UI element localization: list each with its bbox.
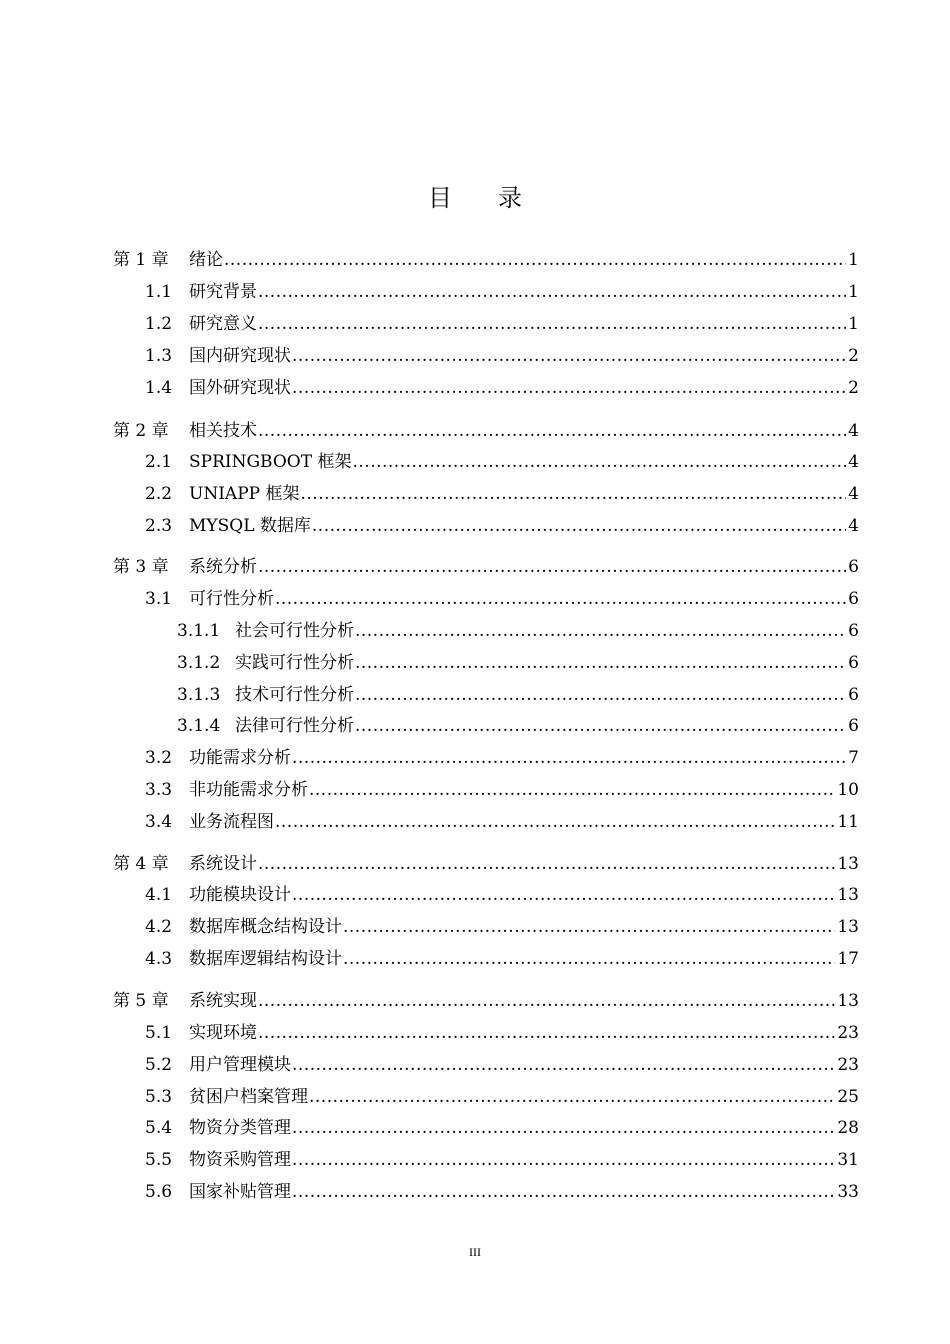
toc-entry-label: 相关技术 — [189, 421, 257, 441]
toc-entry-page: 23 — [837, 1023, 859, 1043]
toc-entry-number: 1.3 — [145, 346, 173, 366]
toc-entry-number: 第 5 章 — [113, 991, 169, 1011]
toc-entry-page: 4 — [848, 421, 859, 441]
toc-entry-page: 4 — [848, 452, 859, 472]
toc-entry-page: 1 — [848, 314, 859, 334]
toc-entry-label: SPRINGBOOT 框架 — [189, 452, 352, 472]
toc-chapter-entry[interactable] — [0, 247, 950, 273]
toc-entry-label: 数据库概念结构设计 — [189, 917, 342, 937]
toc-leader-dots — [343, 914, 835, 940]
toc-section-entry[interactable] — [0, 343, 950, 369]
toc-entry-label: 研究背景 — [189, 282, 257, 302]
toc-entry-label: 实践可行性分析 — [235, 653, 354, 673]
toc-entry-page: 4 — [848, 484, 859, 504]
toc-entry-label: 实现环境 — [189, 1023, 257, 1043]
toc-entry-number: 4.2 — [145, 917, 173, 937]
toc-leader-dots — [309, 777, 835, 803]
toc-entry-page: 6 — [848, 685, 859, 705]
toc-entry-label: 法律可行性分析 — [235, 716, 354, 736]
toc-entry-number: 3.1.4 — [177, 716, 221, 736]
toc-section-entry[interactable] — [0, 449, 950, 475]
toc-entry-label: 系统实现 — [189, 991, 257, 1011]
toc-entry-page: 6 — [848, 716, 859, 736]
toc-section-entry[interactable] — [0, 1084, 950, 1110]
toc-leader-dots — [292, 882, 835, 908]
toc-entry-label: 功能需求分析 — [189, 748, 291, 768]
toc-leader-dots — [258, 988, 835, 1014]
toc-section-entry[interactable] — [0, 809, 950, 835]
toc-section-entry[interactable] — [0, 946, 950, 972]
toc-leader-dots — [292, 1179, 835, 1205]
toc-leader-dots — [224, 247, 846, 273]
toc-entry-page: 7 — [848, 748, 859, 768]
toc-section-entry[interactable] — [0, 777, 950, 803]
toc-entry-page: 6 — [848, 621, 859, 641]
toc-section-entry[interactable] — [0, 914, 950, 940]
toc-entry-page: 13 — [837, 854, 859, 874]
toc-section-entry[interactable] — [0, 1052, 950, 1078]
toc-entry-label: 可行性分析 — [189, 589, 274, 609]
toc-leader-dots — [355, 713, 846, 739]
toc-entry-number: 4.3 — [145, 949, 173, 969]
toc-entry-label: MYSQL 数据库 — [189, 516, 311, 536]
toc-entry-label: 研究意义 — [189, 314, 257, 334]
toc-leader-dots — [258, 1020, 835, 1046]
toc-section-entry[interactable] — [0, 586, 950, 612]
toc-section-entry[interactable] — [0, 745, 950, 771]
toc-entry-page: 11 — [837, 812, 859, 832]
toc-leader-dots — [258, 311, 846, 337]
toc-entry-number: 5.5 — [145, 1150, 173, 1170]
toc-entry-page: 10 — [837, 780, 859, 800]
toc-leader-dots — [292, 1147, 835, 1173]
toc-entry-label: 物资分类管理 — [189, 1118, 291, 1138]
toc-entry-page: 17 — [837, 949, 859, 969]
toc-section-entry[interactable] — [0, 1147, 950, 1173]
toc-section-entry[interactable] — [0, 713, 950, 739]
toc-entry-number: 1.1 — [145, 282, 173, 302]
toc-section-entry[interactable] — [0, 1115, 950, 1141]
toc-entry-page: 25 — [837, 1087, 859, 1107]
toc-entry-number: 1.4 — [145, 378, 173, 398]
toc-leader-dots — [258, 851, 835, 877]
toc-chapter-entry[interactable] — [0, 851, 950, 877]
toc-entry-page: 13 — [837, 885, 859, 905]
toc-entry-number: 3.1 — [145, 589, 173, 609]
toc-entry-page: 2 — [848, 346, 859, 366]
toc-section-entry[interactable] — [0, 618, 950, 644]
toc-section-entry[interactable] — [0, 481, 950, 507]
toc-entry-number: 第 4 章 — [113, 854, 169, 874]
toc-entry-page: 1 — [848, 250, 859, 270]
toc-entry-number: 3.3 — [145, 780, 173, 800]
toc-leader-dots — [343, 946, 835, 972]
toc-chapter-entry[interactable] — [0, 554, 950, 580]
toc-leader-dots — [312, 513, 846, 539]
toc-entry-number: 4.1 — [145, 885, 173, 905]
toc-section-entry[interactable] — [0, 1179, 950, 1205]
toc-entry-label: 社会可行性分析 — [235, 621, 354, 641]
toc-leader-dots — [292, 745, 846, 771]
toc-leader-dots — [292, 1052, 835, 1078]
toc-section-entry[interactable] — [0, 311, 950, 337]
toc-entry-page: 28 — [837, 1118, 859, 1138]
toc-entry-label: UNIAPP 框架 — [189, 484, 300, 504]
toc-entry-number: 5.4 — [145, 1118, 173, 1138]
toc-entry-page: 31 — [837, 1150, 859, 1170]
toc-entry-page: 13 — [837, 991, 859, 1011]
toc-entry-number: 3.1.2 — [177, 653, 221, 673]
page-number: III — [469, 1245, 481, 1259]
toc-leader-dots — [292, 343, 846, 369]
toc-entry-number: 3.4 — [145, 812, 173, 832]
toc-leader-dots — [258, 418, 846, 444]
toc-entry-label: 贫困户档案管理 — [189, 1087, 308, 1107]
toc-entry-label: 技术可行性分析 — [235, 685, 354, 705]
toc-leader-dots — [292, 1115, 835, 1141]
toc-section-entry[interactable] — [0, 650, 950, 676]
toc-leader-dots — [292, 375, 846, 401]
toc-entry-number: 3.2 — [145, 748, 173, 768]
toc-entry-label: 国家补贴管理 — [189, 1182, 291, 1202]
toc-title-char-1: 目 — [428, 184, 452, 212]
toc-leader-dots — [275, 809, 835, 835]
toc-entry-page: 2 — [848, 378, 859, 398]
toc-entry-number: 2.1 — [145, 452, 173, 472]
toc-entry-number: 5.1 — [145, 1023, 173, 1043]
toc-leader-dots — [300, 481, 846, 507]
toc-entry-label: 功能模块设计 — [189, 885, 291, 905]
toc-leader-dots — [258, 279, 846, 305]
toc-leader-dots — [352, 449, 846, 475]
toc-entry-number: 第 1 章 — [113, 250, 169, 270]
toc-entry-page: 33 — [837, 1182, 859, 1202]
toc-entry-number: 第 3 章 — [113, 557, 169, 577]
toc-entry-number: 第 2 章 — [113, 421, 169, 441]
toc-entry-label: 非功能需求分析 — [189, 780, 308, 800]
toc-entry-number: 5.6 — [145, 1182, 173, 1202]
toc-entry-number: 2.3 — [145, 516, 173, 536]
toc-title — [0, 178, 950, 213]
toc-leader-dots — [258, 554, 846, 580]
toc-entry-label: 国外研究现状 — [189, 378, 291, 398]
toc-entry-label: 绪论 — [189, 250, 223, 270]
toc-title-char-2: 录 — [498, 184, 522, 212]
toc-entry-number: 2.2 — [145, 484, 173, 504]
toc-entry-number: 1.2 — [145, 314, 173, 334]
toc-section-entry[interactable] — [0, 375, 950, 401]
toc-leader-dots — [275, 586, 846, 612]
toc-section-entry[interactable] — [0, 882, 950, 908]
toc-entry-number: 5.3 — [145, 1087, 173, 1107]
toc-section-entry[interactable] — [0, 682, 950, 708]
toc-entry-page: 1 — [848, 282, 859, 302]
toc-entry-number: 3.1.3 — [177, 685, 221, 705]
toc-entry-page: 23 — [837, 1055, 859, 1075]
toc-section-entry[interactable] — [0, 1020, 950, 1046]
toc-entry-label: 国内研究现状 — [189, 346, 291, 366]
toc-entry-label: 物资采购管理 — [189, 1150, 291, 1170]
toc-chapter-entry[interactable] — [0, 988, 950, 1014]
toc-chapter-entry[interactable] — [0, 418, 950, 444]
toc-entry-page: 6 — [848, 557, 859, 577]
toc-leader-dots — [355, 682, 846, 708]
toc-entry-label: 数据库逻辑结构设计 — [189, 949, 342, 969]
toc-entry-label: 系统分析 — [189, 557, 257, 577]
toc-entry-number: 5.2 — [145, 1055, 173, 1075]
toc-entry-page: 4 — [848, 516, 859, 536]
toc-entry-page: 6 — [848, 589, 859, 609]
toc-entry-label: 用户管理模块 — [189, 1055, 291, 1075]
toc-entry-page: 13 — [837, 917, 859, 937]
toc-section-entry[interactable] — [0, 279, 950, 305]
toc-leader-dots — [309, 1084, 835, 1110]
toc-entry-label: 业务流程图 — [189, 812, 274, 832]
toc-entry-label: 系统设计 — [189, 854, 257, 874]
toc-leader-dots — [355, 618, 846, 644]
toc-entry-page: 6 — [848, 653, 859, 673]
toc-leader-dots — [355, 650, 846, 676]
toc-entry-number: 3.1.1 — [177, 621, 221, 641]
toc-section-entry[interactable] — [0, 513, 950, 539]
